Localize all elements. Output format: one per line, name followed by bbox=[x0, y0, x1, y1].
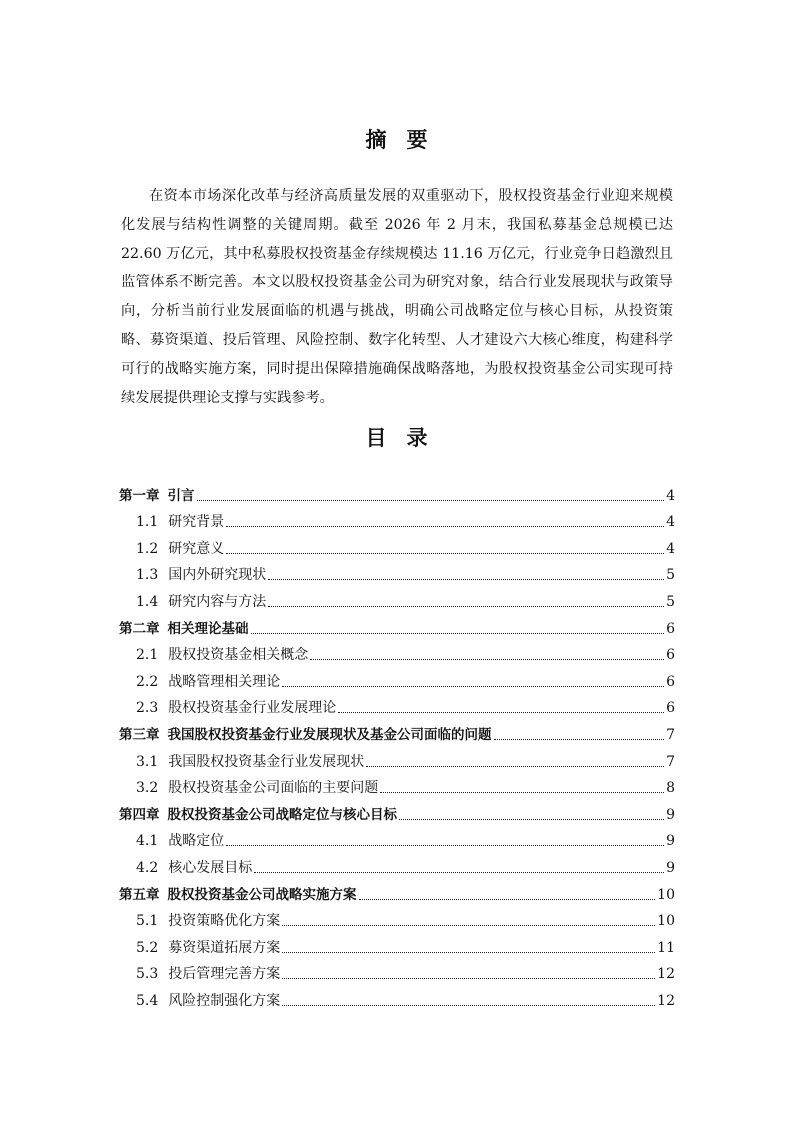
toc-entry-page: 7 bbox=[666, 753, 675, 770]
toc-dot-leader bbox=[197, 500, 665, 501]
toc-entry-number: 4.1 bbox=[136, 833, 159, 850]
toc-entry-number: 第一章 bbox=[119, 487, 160, 504]
toc-entry-page: 6 bbox=[666, 700, 675, 717]
toc-entry-page: 4 bbox=[666, 487, 675, 504]
toc-section-5-1[interactable] bbox=[119, 907, 675, 934]
toc-entry-title: 我国股权投资基金行业发展现状及基金公司面临的问题 bbox=[167, 726, 492, 743]
toc-entry-page: 12 bbox=[657, 992, 675, 1009]
toc-dot-leader bbox=[226, 845, 664, 846]
toc-entry-number: 5.1 bbox=[136, 913, 159, 930]
toc-entry-number: 5.4 bbox=[136, 992, 159, 1009]
toc-entry-page: 6 bbox=[666, 620, 675, 637]
toc-entry-page: 9 bbox=[666, 833, 675, 850]
toc-entry-page: 7 bbox=[666, 726, 675, 743]
toc-entry-page: 4 bbox=[666, 514, 675, 531]
toc-dot-leader bbox=[268, 579, 664, 580]
toc-entry-number: 2.2 bbox=[136, 673, 159, 690]
toc-dot-leader bbox=[226, 526, 664, 527]
toc-entry-title: 募资渠道拓展方案 bbox=[168, 939, 281, 956]
toc-entry-number: 3.1 bbox=[136, 753, 159, 770]
toc-entry-number: 2.3 bbox=[136, 700, 159, 717]
toc-section-1-4[interactable] bbox=[119, 587, 675, 614]
toc-entry-number: 5.2 bbox=[136, 939, 159, 956]
toc-heading: 目录 bbox=[365, 426, 448, 450]
toc-dot-leader bbox=[399, 819, 664, 820]
toc-entry-page: 9 bbox=[666, 859, 675, 876]
toc-entry-page: 8 bbox=[666, 780, 675, 797]
toc-entry-page: 12 bbox=[657, 966, 675, 983]
toc-entry-number: 1.2 bbox=[136, 540, 159, 557]
toc-entry-title: 股权投资基金行业发展理论 bbox=[168, 700, 337, 717]
toc-entry-number: 第四章 bbox=[119, 806, 160, 823]
toc-entry-number: 1.3 bbox=[136, 567, 159, 584]
toc-dot-leader bbox=[282, 952, 655, 953]
toc-entry-title: 引言 bbox=[167, 487, 195, 504]
toc-entry-page: 11 bbox=[657, 939, 675, 956]
abstract-body: 在资本市场深化改革与经济高质量发展的双重驱动下，股权投资基金行业迎来规模化发展与结构性调整的关键周期。截至 2026 年 2 月末，我国私募基金总规模已达 22.60 万亿元，其中私募股权投资基金存续规模达 11.16 万亿元，行业竞争日趋激烈且监管体系不断完善。本文以股权投资基金公司为研究对象，结合行业发展现状与政策导向，分析当前行业发展面临的机遇与挑战，明确公司战略定位与核心目标，从投资策略、募资渠道、投后管理、风险控制、数字化转型、人才建设六大核心维度，构建科学可行的战略实施方案，同时提出保障措施确保战略落地，为股权投资基金公司实现可持续发展提供理论支撑与实践参考。 bbox=[121, 188, 673, 406]
toc-entry-title: 股权投资基金相关概念 bbox=[168, 647, 309, 664]
toc-entry-title: 我国股权投资基金行业发展现状 bbox=[168, 753, 365, 770]
toc-section-4-2[interactable] bbox=[119, 853, 675, 880]
toc-section-3-1[interactable] bbox=[119, 747, 675, 774]
toc-entry-number: 1.4 bbox=[136, 593, 159, 610]
toc-entry-title: 股权投资基金公司战略定位与核心目标 bbox=[167, 806, 397, 823]
toc-chapter-2[interactable] bbox=[119, 614, 675, 641]
toc-entry-page: 4 bbox=[666, 540, 675, 557]
toc-entry-page: 6 bbox=[666, 673, 675, 690]
toc-entry-title: 风险控制强化方案 bbox=[168, 992, 281, 1009]
toc-entry-page: 6 bbox=[666, 647, 675, 664]
toc-entry-number: 第五章 bbox=[119, 886, 160, 903]
toc-entry-title: 研究内容与方法 bbox=[168, 593, 267, 610]
toc-section-5-3[interactable] bbox=[119, 960, 675, 987]
toc-section-1-2[interactable] bbox=[119, 534, 675, 561]
toc-entry-number: 1.1 bbox=[136, 514, 159, 531]
toc-section-1-1[interactable] bbox=[119, 508, 675, 535]
toc-entry-title: 股权投资基金公司战略实施方案 bbox=[167, 886, 357, 903]
toc-section-5-2[interactable] bbox=[119, 933, 675, 960]
toc-dot-leader bbox=[251, 633, 665, 634]
table-of-contents bbox=[119, 481, 675, 1013]
toc-entry-number: 5.3 bbox=[136, 966, 159, 983]
toc-entry-number: 2.1 bbox=[136, 647, 159, 664]
toc-section-5-4[interactable] bbox=[119, 986, 675, 1013]
toc-dot-leader bbox=[380, 792, 664, 793]
toc-entry-title: 投资策略优化方案 bbox=[168, 913, 281, 930]
toc-entry-title: 研究背景 bbox=[168, 514, 225, 531]
toc-dot-leader bbox=[254, 872, 664, 873]
toc-section-2-1[interactable] bbox=[119, 641, 675, 668]
toc-entry-title: 核心发展目标 bbox=[168, 859, 253, 876]
toc-section-3-2[interactable] bbox=[119, 774, 675, 801]
toc-dot-leader bbox=[338, 712, 664, 713]
abstract-heading: 摘要 bbox=[365, 128, 448, 152]
toc-entry-number: 3.2 bbox=[136, 780, 159, 797]
toc-section-1-3[interactable] bbox=[119, 561, 675, 588]
toc-dot-leader bbox=[366, 766, 664, 767]
toc-entry-number: 第二章 bbox=[119, 620, 160, 637]
toc-section-2-2[interactable] bbox=[119, 667, 675, 694]
toc-entry-title: 战略管理相关理论 bbox=[168, 673, 281, 690]
toc-entry-page: 5 bbox=[666, 593, 675, 610]
toc-dot-leader bbox=[282, 1005, 655, 1006]
toc-chapter-3[interactable] bbox=[119, 720, 675, 747]
toc-entry-title: 投后管理完善方案 bbox=[168, 966, 281, 983]
toc-chapter-1[interactable] bbox=[119, 481, 675, 508]
toc-entry-number: 4.2 bbox=[136, 859, 159, 876]
toc-dot-leader bbox=[359, 899, 656, 900]
toc-dot-leader bbox=[282, 925, 655, 926]
toc-dot-leader bbox=[494, 739, 665, 740]
toc-entry-number: 第三章 bbox=[119, 726, 160, 743]
toc-entry-title: 相关理论基础 bbox=[167, 620, 249, 637]
toc-chapter-5[interactable] bbox=[119, 880, 675, 907]
toc-chapter-4[interactable] bbox=[119, 800, 675, 827]
toc-entry-title: 研究意义 bbox=[168, 540, 225, 557]
toc-entry-title: 战略定位 bbox=[168, 833, 225, 850]
toc-dot-leader bbox=[282, 978, 655, 979]
toc-entry-page: 5 bbox=[666, 567, 675, 584]
toc-entry-title: 国内外研究现状 bbox=[168, 567, 267, 584]
toc-section-2-3[interactable] bbox=[119, 694, 675, 721]
toc-dot-leader bbox=[226, 553, 664, 554]
toc-dot-leader bbox=[268, 606, 664, 607]
toc-section-4-1[interactable] bbox=[119, 827, 675, 854]
toc-entry-page: 9 bbox=[666, 806, 675, 823]
toc-entry-page: 10 bbox=[657, 913, 675, 930]
toc-entry-page: 10 bbox=[657, 886, 675, 903]
toc-dot-leader bbox=[310, 659, 664, 660]
toc-dot-leader bbox=[282, 686, 664, 687]
toc-entry-title: 股权投资基金公司面临的主要问题 bbox=[168, 780, 379, 797]
